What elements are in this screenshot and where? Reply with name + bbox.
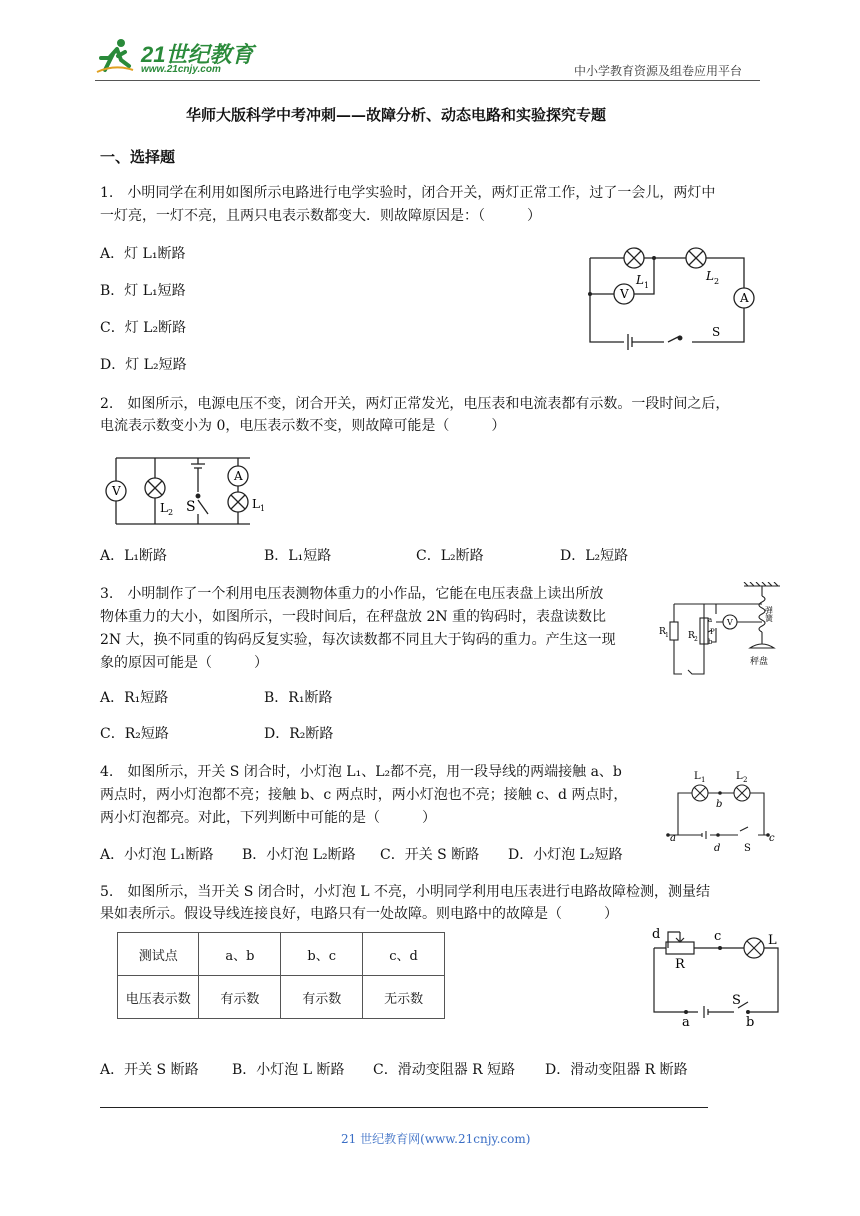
q4-stem-line2: 两点时，两小灯泡都不亮；接触 b、c 两点时，两小灯泡也不亮；接触 c、d 两点时， xyxy=(100,787,628,803)
svg-text:b: b xyxy=(708,638,713,646)
svg-text:L: L xyxy=(736,771,743,782)
svg-text:P: P xyxy=(710,628,715,636)
q3-option-d: D．R₂断路 xyxy=(264,726,334,742)
q2-stem-line1: 2. 如图所示，电源电压不变，闭合开关，两灯正常发光，电压表和电流表都有示数。一段时间之后， xyxy=(100,396,730,412)
q3-stem-line3: 2N 大，换不同重的钩码反复实验，每次读数都不同且大于钩码的重力。产生这一现 xyxy=(100,632,616,648)
q1-stem-line1: 1. 小明同学在利用如图所示电路进行电学实验时，闭合开关，两灯正常工作，过了一会儿，两灯中 xyxy=(100,185,716,201)
q4-stem-line1: 4. 如图所示，开关 S 闭合时，小灯泡 L₁、L₂都不亮，用一段导线的两端接触 a、b xyxy=(100,764,622,780)
q2-option-b: B．L₁短路 xyxy=(264,548,332,564)
q3-stem-line4: 象的原因可能是（ ） xyxy=(100,655,268,671)
svg-text:R: R xyxy=(659,627,666,637)
svg-text:a: a xyxy=(682,1015,690,1030)
svg-text:秤盘: 秤盘 xyxy=(750,657,769,667)
svg-text:S: S xyxy=(732,993,741,1008)
svg-text:弹簧: 弹簧 xyxy=(764,606,774,622)
q2-option-a: A．L₁断路 xyxy=(100,548,168,564)
header-divider xyxy=(95,80,760,81)
q4-circuit-diagram xyxy=(664,765,778,855)
q4-stem-line3: 两小灯泡都亮。对此，下列判断中可能的是（ ） xyxy=(100,810,436,826)
q3-option-c: C．R₂短路 xyxy=(100,726,169,742)
logo-sub-text: www.21cnjy.com xyxy=(141,64,221,75)
q4-option-d: D．小灯泡 L₂短路 xyxy=(508,847,623,863)
q3-stem-line2: 物体重力的大小，如图所示，一段时间后，在秤盘放 2N 重的钩码时，表盘读数比 xyxy=(100,609,607,625)
q5-option-c: C．滑动变阻器 R 短路 xyxy=(373,1062,516,1078)
svg-text:2: 2 xyxy=(694,636,698,643)
table-cell: 电压表示数 xyxy=(118,976,199,1019)
table-cell: 有示数 xyxy=(199,976,281,1019)
table-cell: 有示数 xyxy=(281,976,363,1019)
q5-option-d: D．滑动变阻器 R 断路 xyxy=(545,1062,688,1078)
q1-label-v: V xyxy=(620,287,629,301)
q4-option-c: C．开关 S 断路 xyxy=(380,847,480,863)
q2-option-d: D．L₂短路 xyxy=(560,548,629,564)
q1-label-l2: L xyxy=(706,269,714,283)
svg-text:2: 2 xyxy=(168,508,174,517)
table-header-cell: a、b xyxy=(199,933,281,976)
logo-main-text: 21世纪教育 xyxy=(141,42,254,67)
q2-option-c: C．L₂断路 xyxy=(416,548,484,564)
q1-option-b: B．灯 L₁短路 xyxy=(100,283,186,299)
svg-text:1: 1 xyxy=(665,632,669,639)
q1-stem-line2: 一灯亮，一灯不亮，且两只电表示数都变大．则故障原因是：（ ） xyxy=(100,208,541,224)
q4-option-a: A．小灯泡 L₁断路 xyxy=(100,847,214,863)
table-header-cell: b、c xyxy=(281,933,363,976)
q1-label-l1: L xyxy=(636,273,644,287)
q3-option-b: B．R₁断路 xyxy=(264,690,333,706)
svg-text:c: c xyxy=(769,833,775,844)
svg-text:1: 1 xyxy=(644,281,650,290)
q5-stem-line2: 果如表所示。假设导线连接良好，电路只有一处故障。则电路中的故障是（ ） xyxy=(100,906,618,922)
rheostat-icon xyxy=(666,942,694,954)
header-logo xyxy=(95,34,265,80)
q1-label-s: S xyxy=(712,325,721,339)
q1-circuit-diagram xyxy=(584,240,764,350)
svg-text:d: d xyxy=(714,843,721,854)
svg-text:L: L xyxy=(160,501,168,515)
footer-divider xyxy=(100,1107,708,1108)
svg-text:1: 1 xyxy=(260,504,266,513)
q5-option-b: B．小灯泡 L 断路 xyxy=(232,1062,345,1078)
svg-text:c: c xyxy=(714,929,722,944)
q5-measurement-table xyxy=(117,932,445,1019)
svg-text:L: L xyxy=(768,933,777,948)
q3-circuit-diagram xyxy=(658,582,782,678)
svg-text:1: 1 xyxy=(701,776,706,784)
svg-text:S: S xyxy=(744,843,751,854)
footer-site-link[interactable]: 21 世纪教育网(www.21cnjy.com) xyxy=(341,1132,531,1146)
section-heading: 一、选择题 xyxy=(100,148,176,166)
svg-text:R: R xyxy=(688,631,695,641)
svg-text:b: b xyxy=(746,1015,755,1030)
svg-text:L: L xyxy=(694,771,701,782)
q5-stem-line1: 5. 如图所示，当开关 S 闭合时，小灯泡 L 不亮，小明同学利用电压表进行电路故障检测，测量结 xyxy=(100,884,711,900)
svg-text:2: 2 xyxy=(743,776,748,784)
svg-text:R: R xyxy=(675,957,685,972)
q2-stem-line2: 电流表示数变小为 0，电压表示数不变，则故障可能是（ ） xyxy=(100,418,506,434)
svg-text:2: 2 xyxy=(714,277,720,286)
q5-option-a: A．开关 S 断路 xyxy=(100,1062,199,1078)
q1-label-a: A xyxy=(740,291,749,305)
q1-option-a: A．灯 L₁断路 xyxy=(100,246,186,262)
q1-option-d: D．灯 L₂短路 xyxy=(100,357,187,373)
svg-text:b: b xyxy=(716,799,723,810)
svg-text:S: S xyxy=(186,499,196,515)
svg-text:A: A xyxy=(234,469,243,483)
svg-text:d: d xyxy=(652,927,661,942)
table-row xyxy=(118,976,445,1019)
header-platform-text: 中小学教育资源及组卷应用平台 xyxy=(574,64,743,78)
q3-option-a: A．R₁短路 xyxy=(100,690,169,706)
svg-text:a: a xyxy=(670,833,676,844)
q3-stem-line1: 3. 小明制作了一个利用电压表测物体重力的小作品，它能在电压表盘上读出所放 xyxy=(100,586,604,602)
table-row xyxy=(118,933,445,976)
table-header-cell: 测试点 xyxy=(118,933,199,976)
q1-option-c: C．灯 L₂断路 xyxy=(100,320,187,336)
runner-logo-icon xyxy=(95,36,135,76)
svg-text:L: L xyxy=(252,497,260,511)
page-title: 华师大版科学中考冲刺——故障分析、动态电路和实验探究专题 xyxy=(186,106,607,124)
svg-text:a: a xyxy=(708,616,713,624)
q2-circuit-diagram xyxy=(100,452,280,530)
svg-text:V: V xyxy=(112,484,121,498)
table-cell: 无示数 xyxy=(363,976,445,1019)
svg-text:V: V xyxy=(727,618,733,627)
q5-circuit-diagram xyxy=(648,926,788,1030)
q4-option-b: B．小灯泡 L₂断路 xyxy=(242,847,356,863)
table-header-cell: c、d xyxy=(363,933,445,976)
